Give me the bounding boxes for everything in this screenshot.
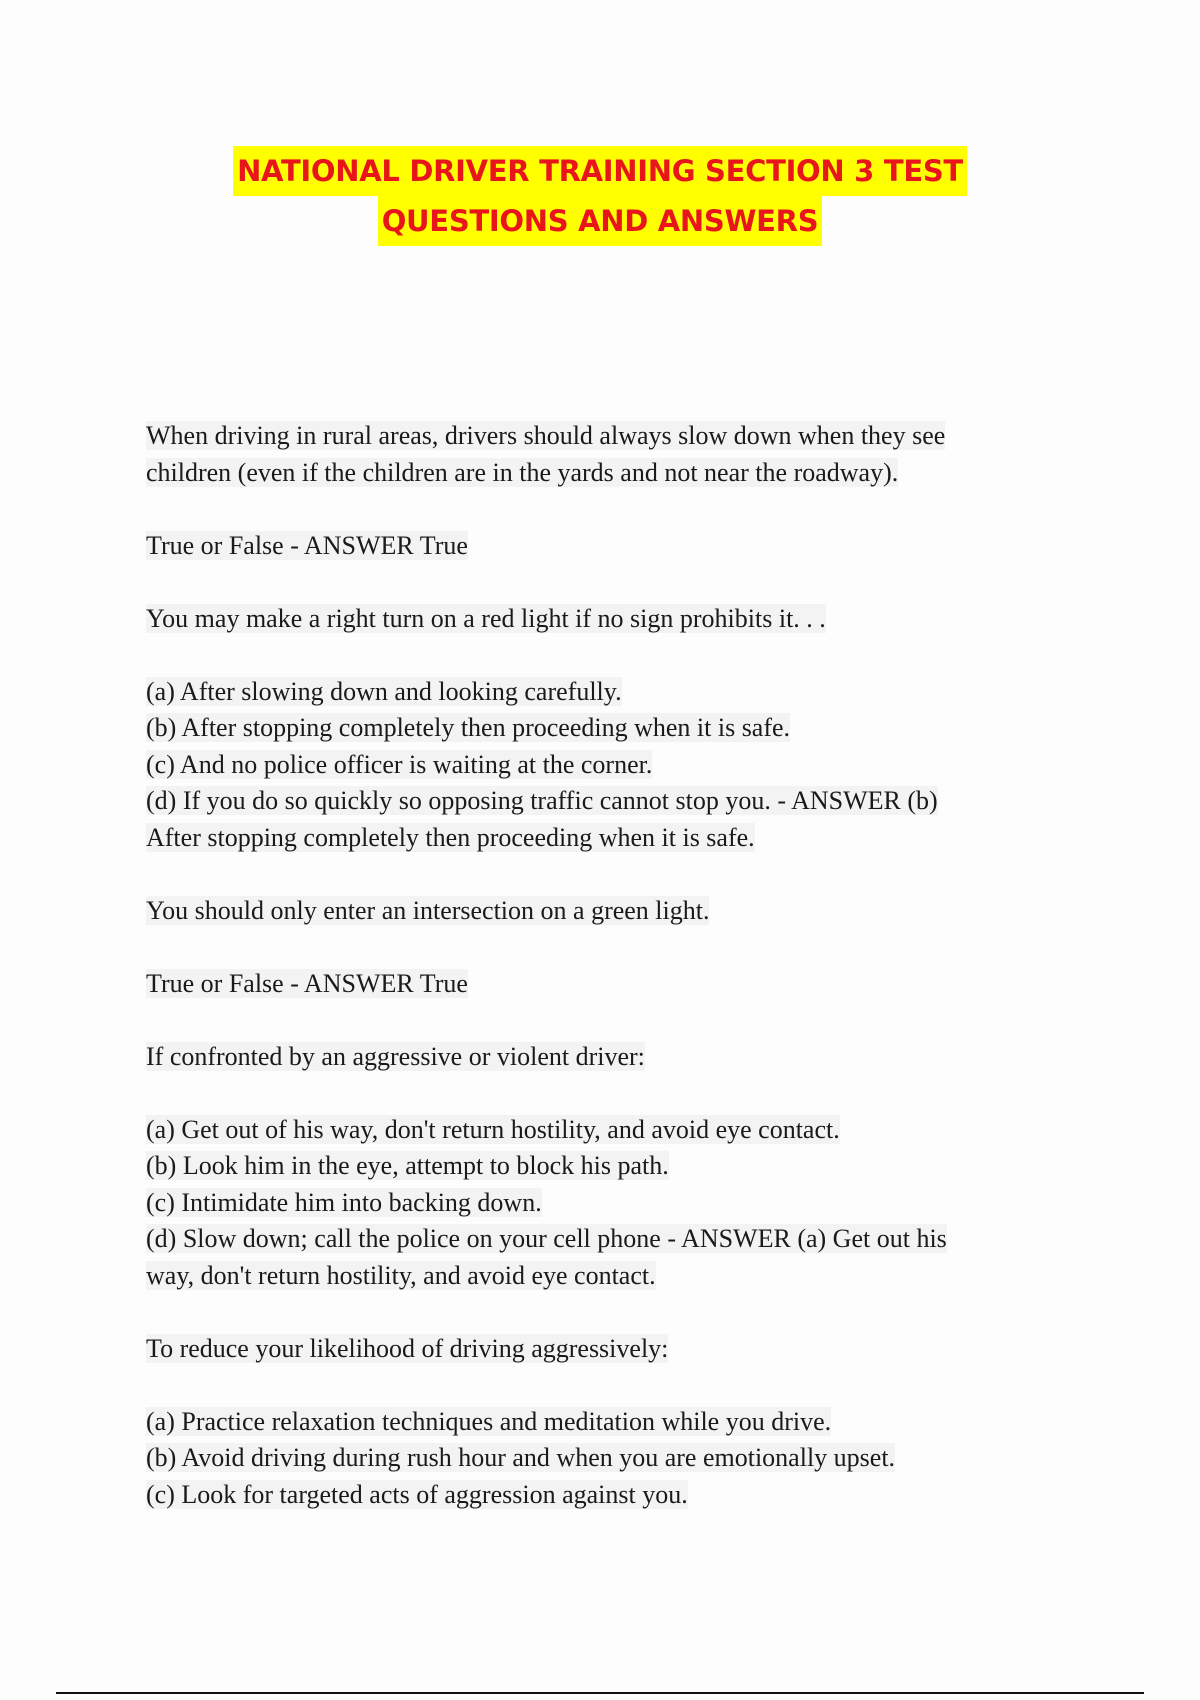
question-paragraph (146, 1331, 1046, 1368)
text-line: You may make a right turn on a red light if no sign prohibits it. . . (146, 603, 826, 633)
question-paragraph (146, 601, 1046, 638)
option-line: (b) Look him in the eye, attempt to block his path. (146, 1151, 669, 1180)
option-line: (d) Slow down; call the police on your cell phone - ANSWER (a) Get out his (146, 1224, 947, 1253)
text-line: To reduce your likelihood of driving aggressively: (146, 1333, 669, 1363)
text-line: True or False - ANSWER True (146, 530, 468, 560)
text-line: You should only enter an intersection on a green light. (146, 895, 710, 925)
answer-line: After stopping completely then proceeding when it is safe. (146, 822, 755, 852)
text-line: True or False - ANSWER True (146, 968, 468, 998)
footer-divider (56, 1692, 1144, 1694)
document-title (0, 146, 1200, 246)
answer-paragraph (146, 528, 1046, 565)
option-line: (c) And no police officer is waiting at the corner. (146, 749, 653, 779)
title-line-2: QUESTIONS AND ANSWERS (378, 196, 823, 246)
question-paragraph (146, 418, 1046, 491)
text-line: children (even if the children are in the yards and not near the roadway). (146, 457, 899, 487)
option-line: (d) If you do so quickly so opposing traffic cannot stop you. - ANSWER (b) (146, 786, 938, 815)
text-line: When driving in rural areas, drivers should always slow down when they see (146, 421, 946, 450)
option-line: (c) Intimidate him into backing down. (146, 1187, 542, 1217)
option-line: (b) Avoid driving during rush hour and when you are emotionally upset. (146, 1443, 896, 1472)
answer-paragraph (146, 966, 1046, 1003)
title-line-1: NATIONAL DRIVER TRAINING SECTION 3 TEST (233, 146, 967, 196)
question-paragraph (146, 893, 1046, 930)
option-line: (a) Get out of his way, don't return hostility, and avoid eye contact. (146, 1114, 840, 1144)
question-paragraph (146, 1039, 1046, 1076)
options-paragraph (146, 674, 1046, 857)
options-paragraph (146, 1112, 1046, 1295)
text-line: If confronted by an aggressive or violent driver: (146, 1041, 645, 1071)
option-line: (a) Practice relaxation techniques and meditation while you drive. (146, 1406, 832, 1436)
option-line: (c) Look for targeted acts of aggression against you. (146, 1479, 688, 1509)
options-paragraph (146, 1404, 1046, 1514)
option-line: (b) After stopping completely then proceeding when it is safe. (146, 713, 791, 742)
answer-line: way, don't return hostility, and avoid eye contact. (146, 1260, 656, 1290)
option-line: (a) After slowing down and looking carefully. (146, 676, 622, 706)
document-body (146, 418, 1046, 1550)
